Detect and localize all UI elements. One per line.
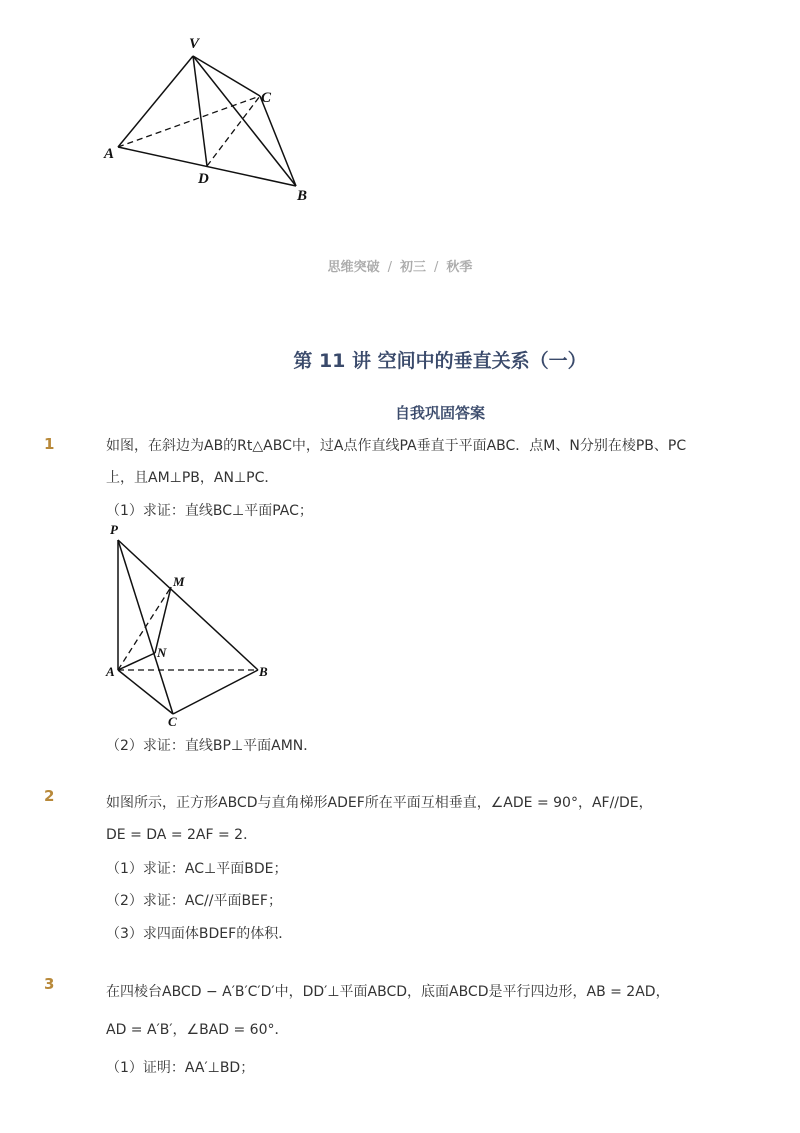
pyramid-figure <box>100 520 280 720</box>
breadcrumb-part2: 初三 <box>399 260 426 275</box>
question-number: 1 <box>44 435 55 453</box>
edge-AC <box>118 670 173 714</box>
question-text-line: （1）求证：AC⊥平面BDE； <box>106 861 288 877</box>
label-P: P <box>110 522 118 537</box>
breadcrumb <box>0 256 800 275</box>
edge-CB <box>260 96 296 186</box>
question-text-line: （1）求证：直线BC⊥平面PAC； <box>106 503 313 519</box>
breadcrumb-sep: / <box>387 260 392 275</box>
label-D: D <box>198 171 209 187</box>
question-text-line: 上，且AM⊥PB，AN⊥PC． <box>106 470 279 486</box>
label-B: B <box>259 664 268 679</box>
edge-CB <box>173 670 258 714</box>
label-C: C <box>261 90 272 106</box>
question-number: 2 <box>44 787 55 805</box>
edge-VD <box>193 56 207 166</box>
label-V: V <box>189 36 200 52</box>
question-number: 3 <box>44 975 55 993</box>
question-text-line: DE = DA = 2AF = 2． <box>106 827 258 843</box>
question-text-line: （3）求四面体BDEF的体积． <box>106 926 293 942</box>
label-A: A <box>104 146 115 162</box>
question-text-line: （1）证明：AA′⊥BD； <box>106 1060 255 1076</box>
edge-VC <box>193 56 260 96</box>
edge-VA <box>118 56 193 147</box>
lecture-title: 第 11 讲 空间中的垂直关系（一） <box>293 350 587 372</box>
section-title: 自我巩固答案 <box>394 404 485 422</box>
edge-NM <box>155 587 171 653</box>
label-B: B <box>297 188 308 204</box>
breadcrumb-part1: 思维突破 <box>327 260 380 275</box>
question-text-line: （2）求证：直线BP⊥平面AMN． <box>106 738 318 754</box>
question-text-line: 如图所示，正方形ABCD与直角梯形ADEF所在平面互相垂直，∠ADE = 90°，AF//DE， <box>106 795 653 811</box>
label-C: C <box>168 714 177 729</box>
label-A: A <box>106 664 115 679</box>
label-M: M <box>173 574 185 589</box>
question-text-line: AD = A′B′，∠BAD = 60°． <box>106 1022 289 1038</box>
breadcrumb-sep: / <box>434 260 439 275</box>
tetrahedron-figure <box>100 36 330 216</box>
question-text-line: （2）求证：AC//平面BEF； <box>106 893 282 909</box>
question-text-line: 在四棱台ABCD − A′B′C′D′中，DD′⊥平面ABCD，底面ABCD是平行四边形，AB = 2AD， <box>106 984 670 1000</box>
question-text-line: 如图，在斜边为AB的Rt△ABC中，过A点作直线PA垂直于平面ABC．点M、N分别在棱PB、PC <box>106 438 687 454</box>
breadcrumb-part3: 秋季 <box>446 260 473 275</box>
label-N: N <box>157 645 167 660</box>
